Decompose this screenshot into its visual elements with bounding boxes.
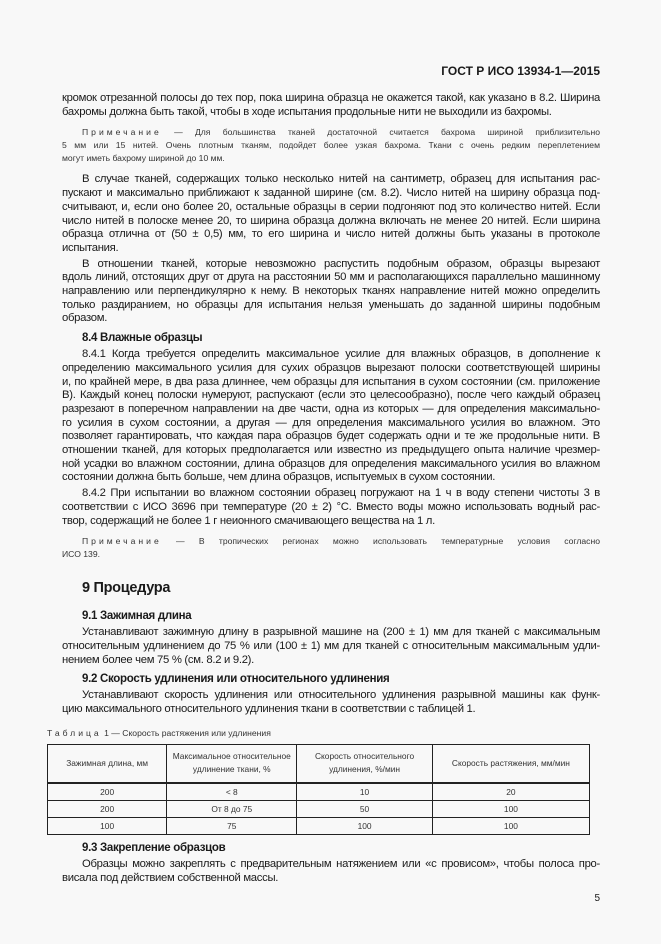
text-line: твор, содержащий не более 1 г неионного смачивающего вещества на 1 л. [62, 514, 435, 527]
text-line: В случае тканей, содержащих только несколько нитей на сантиметр, образец для испытания рас- [82, 173, 600, 186]
table-cell: 100 [297, 817, 433, 834]
heading-9-2: 9.2 Скорость удлинения или относительного удлинения [82, 673, 390, 686]
heading-9-3: 9.3 Закрепление образцов [82, 841, 226, 854]
text-line: определению максимального усилия для сухих образцов вырезают полоски соответствующей ширины [62, 361, 600, 374]
table-caption-label: Таблица [47, 727, 102, 738]
text-line: число нитей в полоске менее 20, то ширина образца должна включать не менее 20 нитей. Если ширина [62, 214, 600, 227]
note-label: Примечание [82, 536, 162, 547]
table-cell: < 8 [167, 783, 297, 801]
note-line [62, 126, 600, 139]
text-line: отношении тканей, для которых предполагается или известно из предыдущего опыта наличие чрезмер- [62, 444, 600, 457]
table-caption [47, 727, 590, 740]
text-line: Устанавливают скорость удлинения или относительного удлинения разрывной машины как функ- [82, 689, 600, 702]
text-line: считывают, и, если оно более 20, остальные образцы в серии подгоняют под это количество нитей. Если [62, 200, 600, 213]
table-header: Зажимная длина, мм [48, 744, 167, 783]
text-line: разрезают в поперечном направлении на две части, одна из которых — для определения максимально- [62, 402, 600, 415]
text-line: кромок отрезанной полосы до тех пор, пока ширина образца не окажется такой, как указано в 8.2. Ширина [62, 92, 600, 104]
table-row [48, 800, 590, 817]
table-row [48, 817, 590, 834]
table-cell: 75 [167, 817, 297, 834]
text-line: нением более чем 75 % (см. 8.2 и 9.2). [62, 653, 254, 666]
table-cell: 100 [432, 800, 589, 817]
text-line: ной усадки во влажном состоянии, длина образцов для определения максимального усилия во влажном [62, 457, 600, 470]
text-line: образом. [62, 312, 108, 325]
paragraph-8-4-2 [62, 487, 600, 528]
table-caption-text: 1 — Скорость растяжения или удлинения [104, 727, 271, 738]
table-cell: 200 [48, 800, 167, 817]
text-line: бахромы должна быть такой, чтобы в ходе испытания продольные нити не выходили из бахромы. [62, 105, 552, 118]
heading-8-4: 8.4 Влажные образцы [82, 332, 203, 345]
paragraph-8-4-1 [62, 348, 600, 485]
note-line: могут иметь бахрому шириной до 10 мм. [62, 153, 225, 164]
text-line: В). Каждый конец полоски нумеруют, распускают (если это целесообразно), после чего каждый образец [62, 389, 600, 402]
note-label: Примечание [82, 127, 162, 138]
heading-9: 9 Процедура [82, 580, 171, 597]
table-header: Максимальное относительное удлинение ткани, % [167, 744, 297, 783]
note-fringe [62, 126, 600, 165]
document-header: ГОСТ Р ИСО 13934-1—2015 [441, 64, 600, 78]
text-line: цию максимального относительного удлинения ткани в соответствии с таблицей 1. [62, 703, 476, 716]
note-tropical [62, 535, 600, 561]
note-line: 5 мм или 15 нитей. Очень плотным тканям, подойдет более узкая бахрома. Ткани с очень редким переплетением [62, 140, 600, 151]
text-line: 8.4.2 При испытании во влажном состоянии образец погружают на 1 ч в воду степени чистоты 3 в [82, 487, 600, 500]
paragraph-few-threads [62, 173, 600, 255]
text-line: вдоль линий, отстоящих друг от друга на расстоянии 50 мм и располагающихся параллельно машинному [62, 271, 600, 284]
speed-table [47, 744, 590, 835]
paragraph-fringe [62, 92, 600, 119]
text-line: относительным удлинением до 75 % или (100 ± 1) мм для тканей с относительным максимальным удли- [62, 639, 600, 652]
table-cell: 10 [297, 783, 433, 801]
table-cell: 20 [432, 783, 589, 801]
text-line: 8.4.1 Когда требуется определить максимальное усилие для влажных образцов, в дополнение к [82, 348, 600, 361]
table-header: Скорость относительного удлинения, %/мин [297, 744, 433, 783]
table-cell: 50 [297, 800, 433, 817]
note-text: — В тропических регионах можно использовать температурные условия согласно [176, 536, 600, 547]
text-line: и, по крайней мере, в два раза длиннее, чем образцы для испытания в сухом состоянии (см. приложение [62, 375, 600, 388]
text-line: испытания. [62, 241, 119, 254]
text-line: го усилия в сухом состоянии, а другая — для определения максимального усилия во влажном. Это [62, 416, 600, 429]
table-row [48, 783, 590, 801]
text-line: соответствии с ИСО 3696 при температуре (20 ± 2) °С. Вместо воды можно использовать водный рас- [62, 500, 600, 513]
table-cell: 200 [48, 783, 167, 801]
table-cell: 100 [432, 817, 589, 834]
text-line: Образцы можно закреплять с предварительным натяжением или «с провисом», чтобы полоса про- [82, 857, 600, 870]
note-line: ИСО 139. [62, 549, 100, 560]
table-block [47, 727, 590, 835]
text-line: Устанавливают зажимную длину в разрывной машине на (200 ± 1) мм для тканей с максимальным [82, 626, 600, 639]
table-cell: От 8 до 75 [167, 800, 297, 817]
paragraph-9-3 [62, 858, 600, 885]
text-line: только раздиранием, но образцы для испытания нельзя уменьшать до заданной ширины подобным [62, 298, 600, 311]
heading-9-1: 9.1 Зажимная длина [82, 610, 192, 623]
page-number: 5 [594, 893, 600, 905]
text-line: направлению или перпендикулярно к нему. В некоторых тканях направление нитей можно определить [62, 285, 600, 298]
paragraph-9-2 [62, 689, 600, 716]
note-text: — Для большинства тканей достаточной считается бахрома шириной приблизительно [174, 127, 600, 138]
text-line: висала под действием собственной массы. [62, 871, 279, 884]
text-line: В отношении тканей, которые невозможно распустить подобным образом, образцы вырезают [82, 257, 600, 270]
text-line: позволяет гарантировать, что каждая пара образцов будет содержать одни и те же продольные нити. В [62, 430, 600, 443]
text-line: образца отлична от (50 ± 0,5) мм, то его ширина и число нитей должны быть указаны в протоколе [62, 228, 600, 241]
note-line [62, 535, 600, 548]
paragraph-cannot-unravel [62, 258, 600, 327]
table-cell: 100 [48, 817, 167, 834]
text-line: пускают и максимально приближают к заданной ширине (см. 8.2). Число нитей на ширину образца под- [62, 187, 600, 200]
table-header: Скорость растяжения, мм/мин [432, 744, 589, 783]
text-line: состоянии должна быть больше, чем длина образцов, испытуемых в сухом состоянии. [62, 471, 496, 484]
paragraph-9-1 [62, 626, 600, 667]
